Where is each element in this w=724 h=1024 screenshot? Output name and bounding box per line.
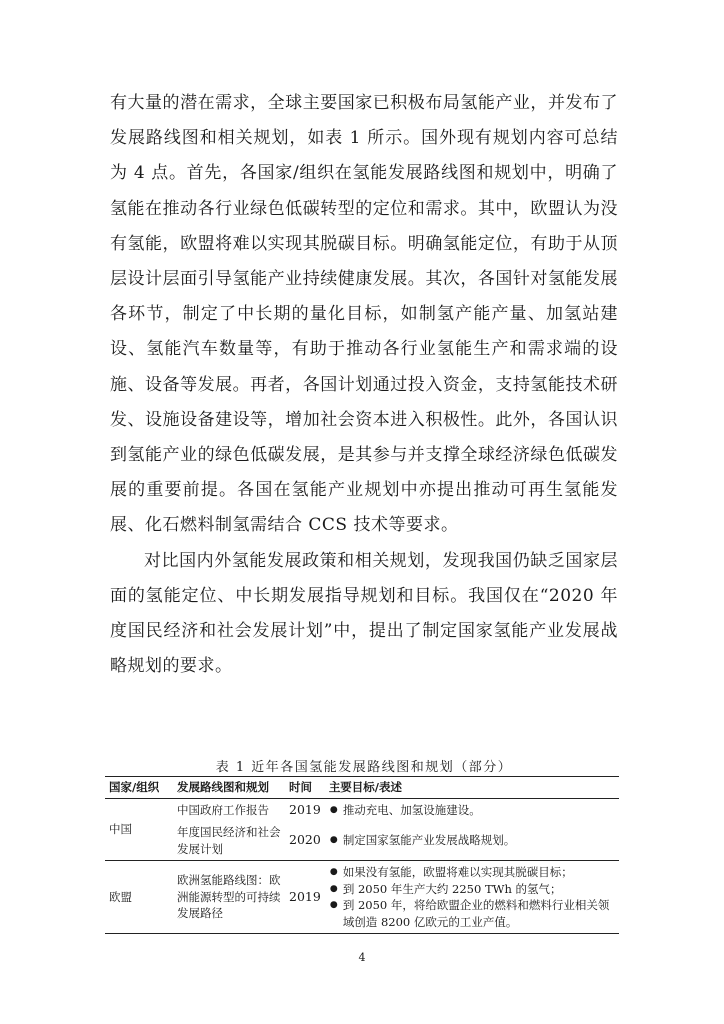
table-row	[105, 861, 619, 934]
body-text	[110, 86, 618, 684]
goals-cell	[325, 798, 619, 821]
goal-item: ● 如果没有氢能，欧盟将难以实现其脱碳目标；	[343, 864, 615, 881]
plan-cell: 年度国民经济和社会发展计划	[177, 825, 281, 856]
goal-item: ● 到 2050 年生产大约 2250 TWh 的氢气；	[343, 881, 615, 898]
table-row	[105, 798, 619, 821]
goal-item: ● 制定国家氢能产业发展战略规划。	[343, 832, 615, 849]
goal-item: ● 推动充电、加氢设施建设。	[343, 802, 615, 819]
goals-cell	[325, 861, 619, 934]
paragraph: 有大量的潜在需求，全球主要国家已积极布局氢能产业，并发布了发展路线图和相关规划，如表 1 所示。国外现有规划内容可总结为 4 点。首先，各国家/组织在氢能发展路线图和规划中，明确了氢能在推动各行业绿色低碳转型的定位和需求。其中，欧盟认为没有氢能，欧盟将难以实现其脱碳目标。明确氢能定位，有助于从顶层设计层面引导氢能产业持续健康发展。其次，各国针对氢能发展各环节，制定了中长期的量化目标，如制氢产能产量、加氢站建设、氢能汽车数量等，有助于推动各行业氢能生产和需求端的设施、设备等发展。再者，各国计划通过投入资金，支持氢能技术研发、设施设备建设等，增加社会资本进入积极性。此外，各国认识到氢能产业的绿色低碳发展，是其参与并支撑全球经济绿色低碳发展的重要前提。各国在氢能产业规划中亦提出推动可再生氢能发展、化石燃料制氢需结合 CCS 技术等要求。	[110, 93, 618, 536]
goal-item: ● 到 2050 年，将给欧盟企业的燃料和燃料行业相关领域创造 8200 亿欧元的工业产值。	[343, 897, 615, 930]
table-row	[105, 821, 619, 861]
year-cell: 2019	[285, 861, 325, 934]
table-caption: 表 1 近年各国氢能发展路线图和规划（部分）	[215, 760, 513, 775]
org-cell: 中国	[105, 798, 173, 861]
plan-cell: 欧洲氢能路线图：欧洲能源转型的可持续发展路径	[173, 861, 285, 934]
year-cell: 2020	[289, 832, 321, 848]
goals-cell	[325, 821, 619, 861]
hydrogen-plans-table	[105, 776, 619, 934]
plan-cell: 中国政府工作报告	[173, 798, 285, 821]
header-year: 时间	[285, 777, 325, 799]
header-org: 国家/组织	[105, 777, 173, 799]
header-plan: 发展路线图和规划	[173, 777, 285, 799]
org-cell: 欧盟	[105, 861, 173, 934]
year-cell: 2019	[285, 798, 325, 821]
table-header-row	[105, 777, 619, 799]
paragraph: 对比国内外氢能发展政策和相关规划，发现我国仍缺乏国家层面的氢能定位、中长期发展指导规划和目标。我国仅在“2020 年度国民经济和社会发展计划”中，提出了制定国家氢能产业发展战略规划的要求。	[110, 550, 618, 677]
header-goals: 主要目标/表述	[325, 777, 619, 799]
page-number: 4	[358, 951, 366, 964]
